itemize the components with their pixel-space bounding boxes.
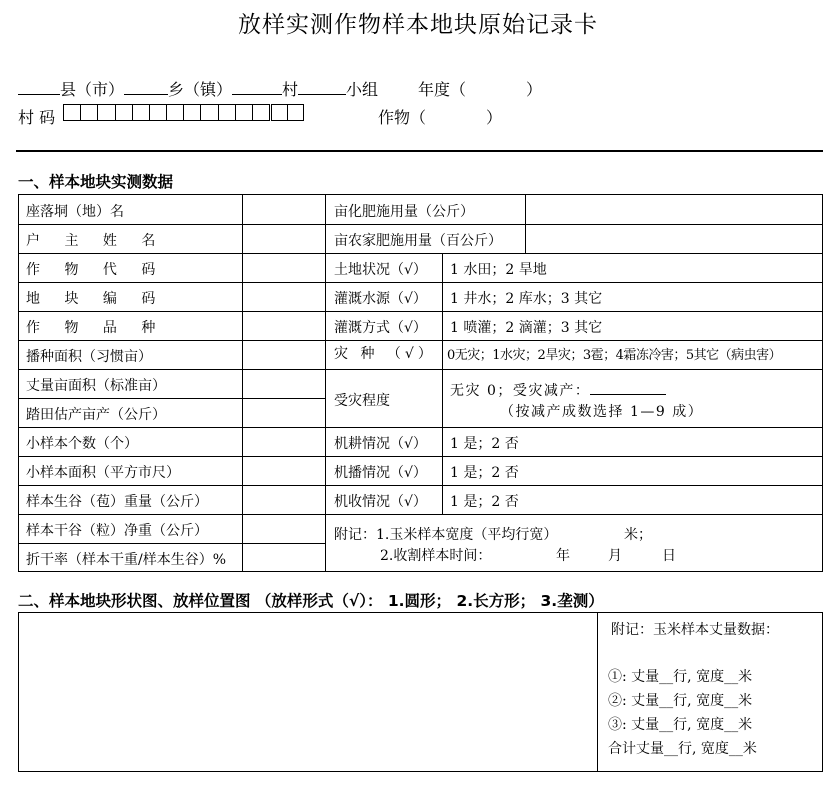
disaster-degree-hint: （按减产成数选择 1—9 成） bbox=[500, 404, 704, 420]
village-code-boxes-2[interactable] bbox=[271, 104, 304, 121]
village-code-label: 村 码 bbox=[18, 108, 56, 127]
corn-measure-3: ③: 丈量__行, 宽度__米 bbox=[608, 717, 753, 733]
village-code-boxes[interactable] bbox=[63, 104, 270, 121]
irrigation-method-label: 灌溉方式（√） bbox=[334, 320, 427, 336]
machine-harvest-label: 机收情况（√） bbox=[334, 494, 427, 510]
row-crop-code: 作 物 代 码 bbox=[26, 262, 166, 278]
row-measured-area: 丈量亩面积（标准亩） bbox=[26, 378, 166, 394]
village-label: 村 bbox=[282, 80, 299, 99]
machine-plowing-label: 机耕情况（√） bbox=[334, 436, 427, 452]
note-harvest-time: 2.收割样本时间： bbox=[380, 548, 492, 564]
fertilizer-label: 亩化肥施用量（公斤） bbox=[334, 204, 474, 220]
disaster-degree-prefix: 无灾 0；受灾减产： bbox=[450, 383, 591, 399]
township-label: 乡（镇） bbox=[168, 80, 233, 99]
row-crop-variety: 作 物 品 种 bbox=[26, 320, 166, 336]
corn-measure-total: 合计丈量__行, 宽度__米 bbox=[608, 741, 757, 757]
crop-close: ） bbox=[486, 108, 503, 127]
crop-label: 作物（ bbox=[378, 108, 427, 127]
township-blank[interactable] bbox=[124, 77, 168, 95]
county-label: 县（市） bbox=[60, 80, 125, 99]
note-day: 日 bbox=[662, 548, 676, 564]
year-close: ） bbox=[526, 80, 543, 99]
note-row-width-unit: 米； bbox=[624, 527, 652, 543]
manure-label: 亩农家肥施用量（百公斤） bbox=[334, 233, 502, 249]
village-blank[interactable] bbox=[232, 77, 282, 95]
note-year: 年 bbox=[556, 548, 570, 564]
machine-sowing-options[interactable]: 1 是；2 否 bbox=[450, 465, 519, 481]
group-label: 小组 bbox=[346, 80, 379, 99]
row-sample-area: 小样本面积（平方市尺） bbox=[26, 465, 180, 481]
note-row-width: 附记：1.玉米样本宽度（平均行宽） bbox=[334, 527, 558, 543]
disaster-type-label: 灾 种 （√） bbox=[334, 346, 436, 362]
irrigation-source-options[interactable]: 1 井水；2 库水；3 其它 bbox=[450, 291, 603, 307]
year-label: 年度（ bbox=[418, 80, 467, 99]
row-household-head: 户 主 姓 名 bbox=[26, 233, 166, 249]
disaster-degree-blank[interactable] bbox=[590, 379, 666, 395]
machine-harvest-options[interactable]: 1 是；2 否 bbox=[450, 494, 519, 510]
row-fresh-weight: 样本生谷（苞）重量（公斤） bbox=[26, 494, 208, 510]
county-blank[interactable] bbox=[18, 77, 60, 95]
row-sown-area: 播种面积（习惯亩） bbox=[26, 349, 152, 365]
note-month: 月 bbox=[608, 548, 622, 564]
corn-measure-1: ①: 丈量__行, 宽度__米 bbox=[608, 669, 753, 685]
row-dry-ratio: 折干率（样本干重/样本生谷）% bbox=[26, 552, 227, 568]
location-line bbox=[18, 77, 378, 100]
section2-title: 二、样本地块形状图、放样位置图 （放样形式（√）： 1.圆形； 2.长方形； 3.垄测） bbox=[18, 592, 604, 610]
disaster-degree-text bbox=[450, 379, 666, 400]
disaster-degree-label: 受灾程度 bbox=[334, 393, 390, 409]
group-blank[interactable] bbox=[298, 77, 346, 95]
irrigation-method-options[interactable]: 1 喷灌；2 滴灌；3 其它 bbox=[450, 320, 603, 336]
shape-drawing-area[interactable] bbox=[19, 613, 596, 771]
row-sample-count: 小样本个数（个） bbox=[26, 436, 138, 452]
row-plot-name: 座落垌（地）名 bbox=[26, 204, 124, 220]
land-status-options[interactable]: 1 水田；2 旱地 bbox=[450, 262, 547, 278]
page-title: 放样实测作物样本地块原始记录卡 bbox=[238, 12, 598, 38]
row-dry-weight: 样本干谷（粒）净重（公斤） bbox=[26, 523, 208, 539]
disaster-type-options[interactable]: 0无灾；1水灾；2旱灾；3雹；4霜冻冷害；5其它（病虫害） bbox=[447, 348, 782, 363]
machine-plowing-options[interactable]: 1 是；2 否 bbox=[450, 436, 519, 452]
corn-measure-2: ②: 丈量__行, 宽度__米 bbox=[608, 693, 753, 709]
row-estimated-yield: 踏田估产亩产（公斤） bbox=[26, 407, 166, 423]
machine-sowing-label: 机播情况（√） bbox=[334, 465, 427, 481]
land-status-label: 土地状况（√） bbox=[334, 262, 427, 278]
row-plot-code: 地 块 编 码 bbox=[26, 291, 166, 307]
section1-title: 一、样本地块实测数据 bbox=[18, 173, 174, 191]
corn-note-title: 附记：玉米样本丈量数据： bbox=[611, 622, 779, 638]
irrigation-source-label: 灌溉水源（√） bbox=[334, 291, 427, 307]
divider bbox=[16, 150, 823, 152]
